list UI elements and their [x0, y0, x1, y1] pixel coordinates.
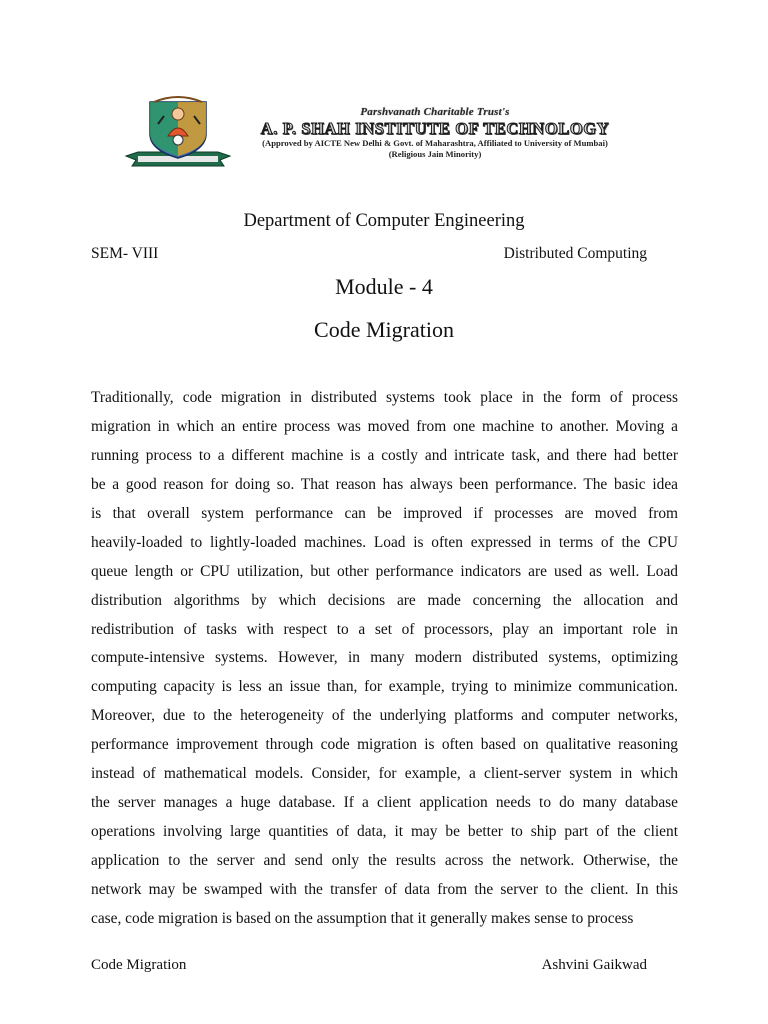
- body-line: Traditionally, code migration in distributed systems took place in the form of process: [91, 389, 678, 406]
- body-line: compute-intensive systems. However, in many modern distributed systems, optimizing: [91, 649, 678, 667]
- institute-header: [124, 94, 624, 176]
- body-line: migration in which an entire process was moved from one machine to another. Moving a: [91, 417, 678, 435]
- institute-emblem-icon: [124, 94, 232, 174]
- body-line: network may be swamped with the transfer of data from the server to the client. In this: [91, 880, 678, 898]
- body-line: distribution algorithms by which decisions are made concerning the allocation and: [91, 591, 678, 609]
- body-line: application to the server and send only the results across the network. Otherwise, the: [91, 852, 678, 869]
- module-heading: Module - 4: [335, 274, 433, 299]
- body-line: computing capacity is less an issue than, for example, trying to minimize communication.: [91, 678, 678, 696]
- footer-topic: Code Migration: [91, 957, 187, 973]
- body-line: the server manages a huge database. If a client application needs to do many database: [91, 794, 678, 812]
- approval-line: (Approved by AICTE New Delhi & Govt. of Maharashtra, Affiliated to University of Mumbai): [262, 138, 608, 148]
- body-line: Moreover, due to the heterogeneity of the underlying platforms and computer networks,: [91, 707, 678, 725]
- subject-label: Distributed Computing: [503, 245, 647, 262]
- body-line: operations involving large quantities of data, it may be better to ship part of the client: [91, 823, 678, 841]
- body-line: case, code migration is based on the assumption that it generally makes sense to process: [91, 909, 634, 927]
- body-line: queue length or CPU utilization, but other performance indicators are used as well. Load: [91, 562, 678, 580]
- trust-name: Parshvanath Charitable Trust's: [360, 106, 510, 118]
- body-paragraph: [91, 384, 678, 934]
- body-line: performance improvement through code migration is often based on qualitative reasoning: [91, 736, 678, 754]
- minority-line: (Religious Jain Minority): [388, 149, 482, 159]
- institute-name: A. P. SHAH INSTITUTE OF TECHNOLOGY: [260, 119, 610, 138]
- body-line: is that overall system performance can be improved if processes are moved from: [91, 504, 678, 522]
- body-line: be a good reason for doing so. That reason has always been performance. The basic idea: [91, 475, 678, 493]
- body-line: heavily-loaded to lightly-loaded machines. Load is often expressed in terms of the CPU: [91, 533, 678, 551]
- page-title: Code Migration: [314, 317, 454, 342]
- body-line: running process to a different machine is a costly and intricate task, and there had better: [91, 446, 678, 464]
- semester-label: SEM- VIII: [91, 245, 159, 262]
- footer-author: Ashvini Gaikwad: [541, 957, 647, 973]
- body-line: instead of mathematical models. Consider, for example, a client-server system in which: [91, 765, 678, 783]
- department-heading: Department of Computer Engineering: [243, 211, 525, 231]
- institute-text: [250, 106, 620, 160]
- body-line: redistribution of tasks with respect to a set of processors, play an important role in: [91, 620, 678, 638]
